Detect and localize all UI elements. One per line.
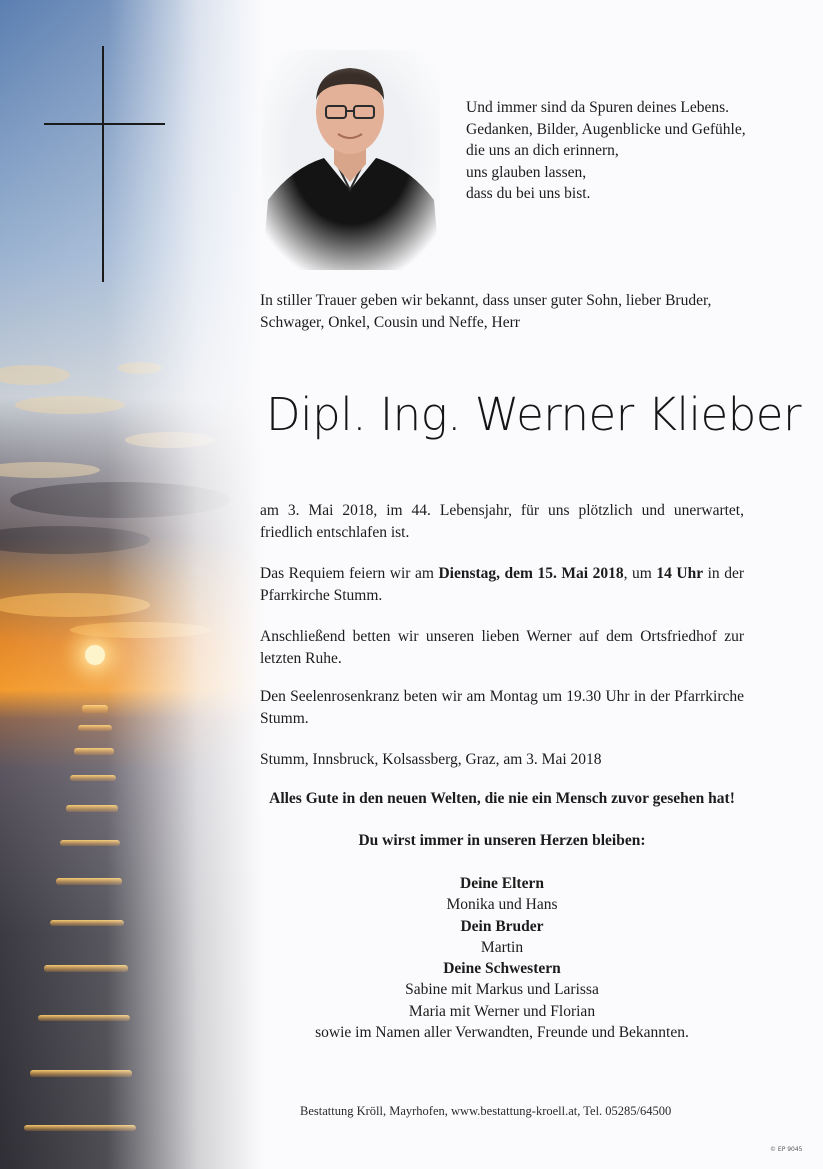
requiem-middle: , um <box>623 565 657 582</box>
cross-icon-vertical <box>102 46 104 282</box>
requiem-text <box>260 563 744 606</box>
requiem-time: 14 Uhr <box>656 565 704 582</box>
mourners-list <box>260 873 744 1043</box>
cross-icon-horizontal <box>44 123 165 125</box>
verse-line: uns glauben lassen, <box>466 163 587 181</box>
relatives-line: sowie im Namen aller Verwandten, Freunde und Bekannten. <box>315 1024 689 1042</box>
parents-heading: Deine Eltern <box>460 875 544 892</box>
rosary-text: Den Seelenrosenkranz beten wir am Montag um 19.30 Uhr in der Pfarrkirche Stumm. <box>260 688 744 727</box>
requiem-before: Das Requiem feiern wir am <box>260 565 439 582</box>
template-code: © EP 9045 <box>770 1146 803 1153</box>
sister-1-names: Sabine mit Markus und Larissa <box>405 981 599 999</box>
brother-heading: Dein Bruder <box>460 917 544 935</box>
requiem-date: Dienstag, dem 15. Mai 2018 <box>438 565 624 582</box>
portrait-photo <box>262 50 440 270</box>
brother-name: Martin <box>480 938 524 956</box>
heart-line: Du wirst immer in unseren Herzen bleiben: <box>358 832 646 849</box>
requiem-after: in der Pfarrkirche Stumm. <box>260 565 744 604</box>
intro-text: In stiller Trauer geben wir bekannt, dass unser guter Sohn, lieber Bruder, Schwager, Onkel, Cousin und Neffe, Herr <box>260 292 712 331</box>
burial-text: Anschließend betten wir unseren lieben Werner auf dem Ortsfriedhof zur letzten Ruhe. <box>260 628 744 667</box>
verse-line: dass du bei uns bist. <box>466 185 591 202</box>
verse-line: die uns an dich erinnern, <box>466 142 619 159</box>
place-date-text: Stumm, Innsbruck, Kolsassberg, Graz, am 3. Mai 2018 <box>260 751 602 768</box>
deceased-name: Dipl. Ing. Werner Klieber <box>266 388 801 441</box>
motto-text: Alles Gute in den neuen Welten, die nie ein Mensch zuvor gesehen hat! <box>269 790 735 807</box>
memorial-verse <box>466 97 746 205</box>
death-notice-text: am 3. Mai 2018, im 44. Lebensjahr, für uns plötzlich und unerwartet, friedlich entschlafen ist. <box>260 502 744 541</box>
verse-line: Und immer sind da Spuren deines Lebens. <box>466 99 730 116</box>
sisters-heading: Deine Schwestern <box>443 960 561 978</box>
funeral-home-footer: Bestattung Kröll, Mayrhofen, www.bestattung-kroell.at, Tel. 05285/64500 <box>300 1104 672 1118</box>
sister-2-names: Maria mit Werner und Florian <box>408 1002 596 1020</box>
verse-line: Gedanken, Bilder, Augenblicke und Gefühle, <box>466 120 746 138</box>
parents-names: Monika und Hans <box>446 896 558 914</box>
